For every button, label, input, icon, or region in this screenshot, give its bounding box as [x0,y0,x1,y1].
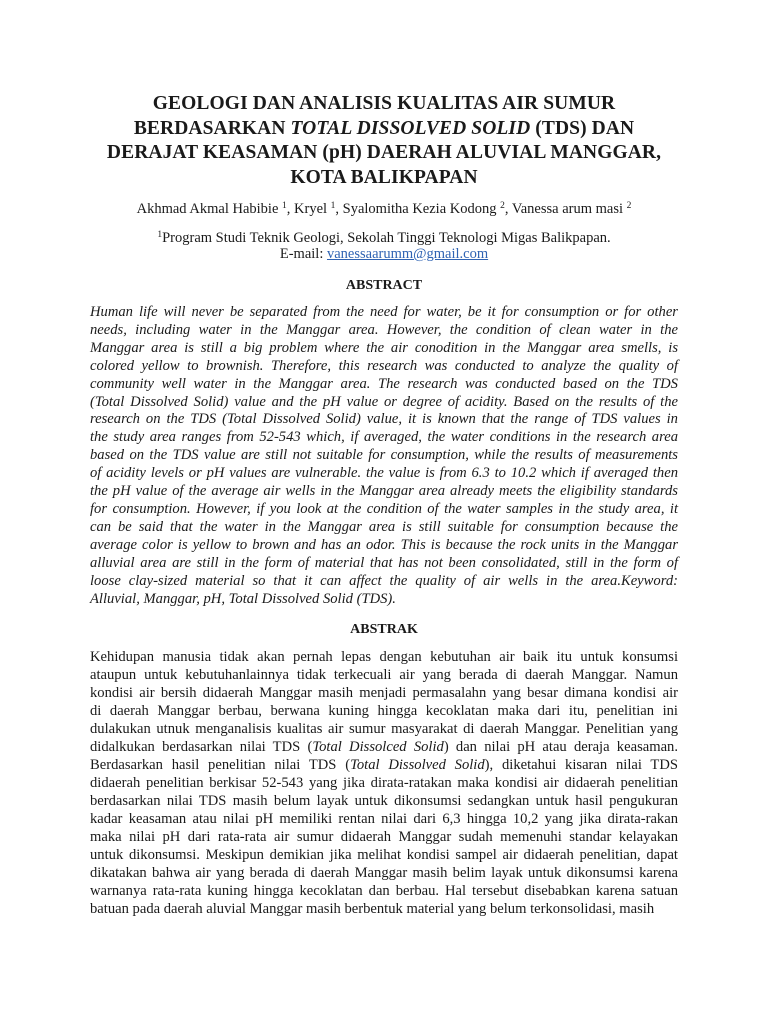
abstract-line: can be said that the water in the Manggar area is still suitable for consumption because the [90,518,678,535]
abstract-body [90,304,678,608]
author-name: , Kryel [286,201,331,217]
abstrak-line [90,756,678,774]
abstract-line: Manggar area is still a big problem where the air conodition in the Manggar area smells, is [90,339,679,356]
abstract-line: the pH value of the average air wells in the Manggar area already meets the eligibility standards [90,483,678,500]
author-affiliation-mark: 1 [330,201,336,211]
paper-title [60,92,708,190]
email-link[interactable]: vanessaarumm@gmail.com [326,246,489,262]
abstrak-italic-term: Total Dissolced Solid [312,739,444,755]
title-italic-text: TOTAL DISSOLVED SOLID [290,117,531,139]
abstract-line: Human life will never be separated from the need for water, be it for consumption or for other [90,304,678,320]
contact-email [40,245,728,264]
author-affiliation-mark: 1 [282,201,287,211]
abstrak-line: berdasarkan nilai TDS masih belum layak untuk dikonsumsi sedangkan untuk hasil pengukuran [90,793,679,809]
abstract-line: average color is yellow to brown and has an odor. This is because the rock units in the Manggar [90,536,678,553]
abstrak-text: Berdasarkan hasil penelitian nilai TDS ( [90,757,351,773]
affiliation-mark: 1 [157,230,163,240]
abstrak-line: dulakukan utnuk menganalisis kualitas air sumur masyarakat di daerah Manggar. Penelitian yang [90,721,678,737]
author-name: , Syalomitha Kezia Kodong [335,201,501,217]
author-name: Akhmad Akmal Habibie [136,201,283,217]
abstract-line: based on the TDS value are still not suitable for consumption, while the results of measurements [90,447,678,464]
abstrak-line: kadar keasaman atau nilai pH memiliki rentan nilai dari 6,3 hingga 10,2 yang jika dirata-rakan [90,811,678,827]
abstract-line: alluvial area are still in the form of material that has not been consolidated, still in the form of [90,554,678,571]
abstrak-line: Kehidupan manusia tidak akan pernah lepas dengan kebutuhan air baik itu untuk konsumsi [90,649,679,665]
author-name: , Vanessa arum masi [504,201,627,217]
abstrak-heading: ABSTRAK [350,622,418,637]
author-affiliation-mark: 2 [500,201,505,211]
abstrak-line: ataupun untuk kebutuhanlainnya tidak terkecuali air yang berada di daerah Manggar. Namun [90,667,678,683]
abstract-heading: ABSTRACT [345,278,423,293]
email-label: E-mail: [279,246,327,262]
abstract-line: of acidity levels or pH values are vulnerable. the value is from 6.3 to 10.2 which if averaged then [90,465,678,482]
abstract-line: colored yellow to brownish. Therefore, this research was conducted to analyze the quality of [90,357,678,374]
author-list [40,196,728,219]
title-line: DERAJAT KEASAMAN (pH) DAERAH ALUVIAL MANGGAR, [106,142,662,163]
abstract-line: research on the TDS (Total Dissolved Solid) value, it is known that the range of TDS values in [90,411,678,428]
abstrak-line [90,738,678,756]
title-text: (TDS) DAN [530,117,635,139]
abstrak-text: ) dan nilai pH atau deraja keasaman. [443,739,678,755]
title-line [60,117,708,142]
abstrak-line: maka nilai pH dari rata-rata air sumur didaerah Manggar sudah memenuhi standar kelayakan [90,829,679,845]
title-line: KOTA BALIKPAPAN [290,166,478,188]
abstrak-italic-term: Total Dissolved Solid [350,757,485,773]
title-line: GEOLOGI DAN ANALISIS KUALITAS AIR SUMUR [152,93,616,114]
abstract-line: for consumption. However, if you look at the condition of the water samples in the study area, it [90,500,678,517]
abstrak-text: ), diketahui kisaran nilai TDS [484,757,679,773]
author-affiliation-mark: 2 [626,201,632,211]
abstrak-line: batuan pada daerah aluvial Manggar masih berbentuk material yang belum terkonsolidasi, masih [90,901,655,917]
abstract-line: the study area ranges from 52-543 which, if averaged, the water conditions in the research area [90,429,678,446]
title-text: BERDASARKAN [133,117,291,139]
abstrak-line: dikatakan bahwa air yang berada di daerah Manggar masih belim layak untuk dikonsumsi karena [90,865,678,881]
abstrak-line: didaerah penelitian berkisar 52-543 yang jika dirata-ratakan maka kondisi air didaerah penelitian [90,775,678,791]
abstract-line: loose clay-sized material so that it can affect the quality of air wells in the area.Keyword: [90,572,678,589]
abstrak-line: untuk dikonsumsi. Meskipun demikian jika melihat kondisi sampel air didaerah penelitian, dapat [90,847,678,863]
abstract-line: needs, including water in the Manggar area. However, the condition of clean water in the [90,321,678,338]
abstract-line: (Total Dissolved Solid) value and the pH value or degree of acidity. Based on the results of the [90,393,679,410]
abstract-line: community well water in the Manggar area. The research was conducted based on the TDS [90,375,678,392]
abstrak-line: warnanya rata-rata kuning hingga kecoklatan dan berbau. Hal tersebut disebabkan karena satuan [90,883,678,899]
abstrak-line: di daerah Manggar berbau, berwana kuning hingga kecoklatan maka dari itu, penelitian ini [90,703,678,719]
abstract-line: Alluvial, Manggar, pH, Total Dissolved Solid (TDS). [90,590,396,607]
affiliation-text: Program Studi Teknik Geologi, Sekolah Tinggi Teknologi Migas Balikpapan. [162,230,611,246]
abstrak-line: kondisi air bersih didaerah Manggar masih menjadi permasalahn yang besar dimana kondisi air [90,685,678,701]
abstrak-text: didalkukan berdasarkan nilai TDS ( [90,739,313,755]
abstrak-body [90,648,678,918]
